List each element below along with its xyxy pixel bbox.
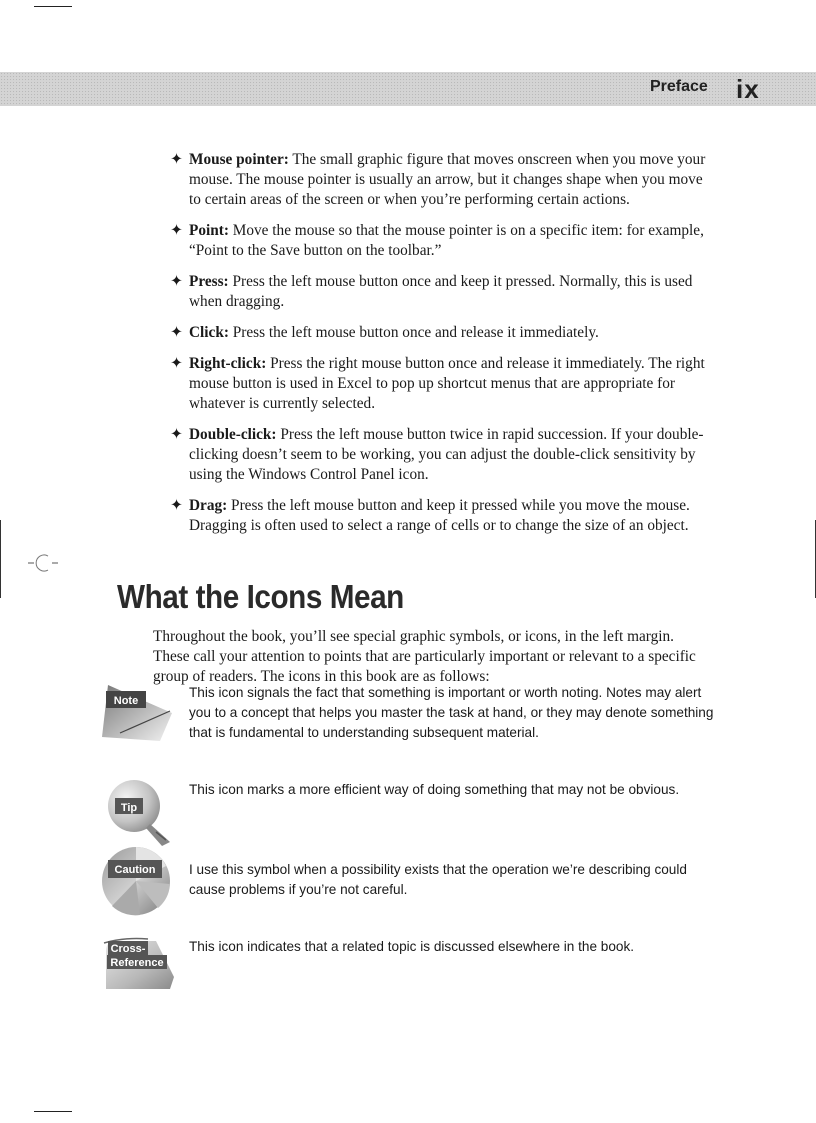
- term-definition: Press the right mouse button once and release it immediately. The right mouse button is used in Excel to pop up shortcut menus that are appropriate for whatever is currently selected.: [189, 355, 705, 412]
- list-item: [170, 354, 715, 414]
- cross-reference-description: This icon indicates that a related topic is discussed elsewhere in the book.: [189, 939, 635, 954]
- term-definition: Press the left mouse button twice in rapid succession. If your double-clicking doesn’t seem to be working, you can adjust the double-click sensitivity by using the Windows Control Panel icon.: [189, 426, 704, 483]
- crop-mark-top-left: [34, 6, 72, 7]
- list-item: [170, 272, 715, 312]
- term-label: Click:: [189, 324, 229, 341]
- term-definition: Move the mouse so that the mouse pointer is on a specific item: for example, “Point to the Save button on the toolbar.”: [189, 222, 704, 259]
- list-item: [170, 150, 715, 210]
- lightbulb-icon: [100, 780, 178, 848]
- note-description: This icon signals the fact that something is important or worth noting. Notes may alert you to a concept that helps you master the task at hand, or they may denote something that is fundamental to understanding subsequent material.: [189, 685, 714, 740]
- margin-rule-left: [0, 520, 1, 598]
- term-definition: Press the left mouse button once and release it immediately.: [228, 324, 599, 341]
- caution-icon: [100, 844, 178, 918]
- registration-mark-icon: [28, 548, 58, 578]
- term-label: Point:: [189, 222, 229, 239]
- note-icon: [100, 683, 178, 745]
- running-header-title: Preface: [650, 78, 708, 95]
- tip-description: This icon marks a more efficient way of doing something that may not be obvious.: [189, 782, 680, 797]
- bullet-icon: ✦: [170, 222, 183, 239]
- icon-entry-caution: [100, 844, 716, 924]
- crop-mark-bottom-left: [34, 1111, 72, 1112]
- bullet-icon: ✦: [170, 324, 183, 341]
- list-item: [170, 323, 715, 343]
- bullet-icon: ✦: [170, 355, 183, 372]
- cross-reference-icon-label-line1: Cross-: [110, 943, 146, 955]
- mouse-terms-list: [170, 150, 715, 547]
- term-definition: Press the left mouse button once and keep it pressed. Normally, this is used when dragging.: [189, 273, 693, 310]
- bullet-icon: ✦: [170, 426, 183, 443]
- tip-icon-label: Tip: [120, 802, 138, 814]
- page-number: ix: [736, 74, 760, 104]
- section-heading: What the Icons Mean: [117, 578, 404, 615]
- term-definition: Press the left mouse button and keep it pressed while you move the mouse. Dragging is often used to select a range of cells or to change the size of an object.: [189, 497, 690, 534]
- term-label: Right-click:: [189, 355, 267, 372]
- icon-entry-note: [100, 683, 716, 753]
- icon-entry-tip: [100, 780, 716, 850]
- bullet-icon: ✦: [170, 151, 183, 168]
- cross-reference-icon-label-line2: Reference: [110, 957, 164, 969]
- list-item: [170, 425, 715, 485]
- bullet-icon: ✦: [170, 273, 183, 290]
- term-label: Drag:: [189, 497, 228, 514]
- caution-description: I use this symbol when a possibility exists that the operation we’re describing could cause problems if you’re not careful.: [189, 862, 687, 897]
- term-label: Press:: [189, 273, 229, 290]
- term-label: Double-click:: [189, 426, 277, 443]
- caution-icon-label: Caution: [114, 864, 156, 876]
- note-icon-label: Note: [113, 695, 139, 707]
- list-item: [170, 221, 715, 261]
- intro-paragraph: Throughout the book, you’ll see special graphic symbols, or icons, in the left margin. These call your attention to points that are particularly important or relevant to a specific group of readers. The icons in this book are as follows:: [153, 628, 696, 685]
- list-item: [170, 496, 715, 536]
- icon-entry-cross-reference: [100, 937, 716, 997]
- term-definition: The small graphic figure that moves onscreen when you move your mouse. The mouse pointer is usually an arrow, but it changes shape when you move to certain areas of the screen or when you’re performing certain actions.: [189, 151, 706, 208]
- cross-reference-icon: [100, 937, 178, 991]
- term-label: Mouse pointer:: [189, 151, 289, 168]
- bullet-icon: ✦: [170, 497, 183, 514]
